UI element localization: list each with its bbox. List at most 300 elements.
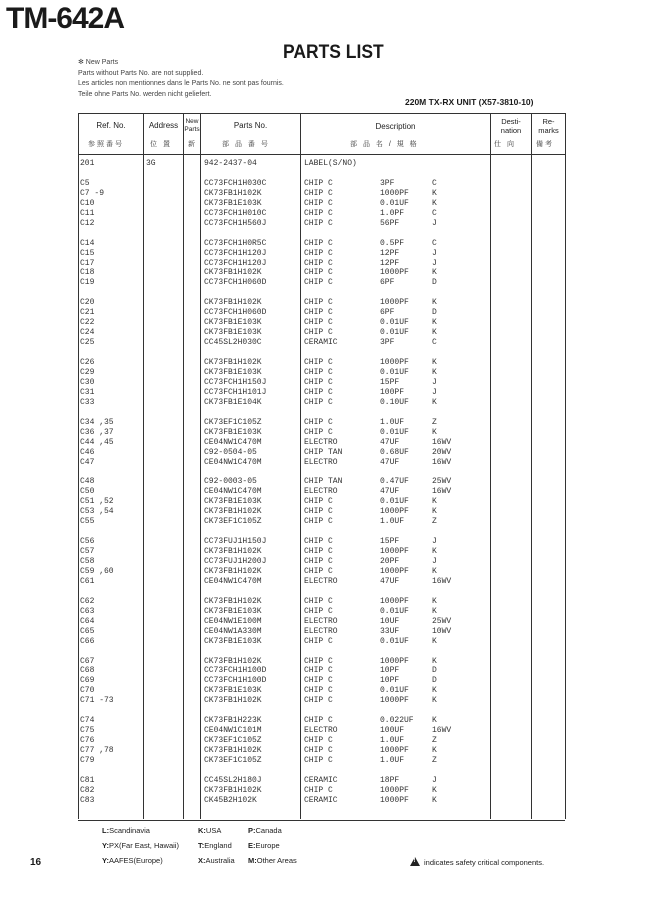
cell-pno: CC45SL2H180J [204,775,262,785]
cell-val: 1000PF [380,746,409,756]
cell-val: 0.01UF [380,198,409,208]
cell-ref: C7 -9 [80,188,105,198]
cell-ref: C53 ,54 [80,507,114,517]
col-header-new: New Parts [184,118,200,133]
cell-val: 0.01UF [380,636,409,646]
cell-pno: CK73EF1C105Z [204,517,262,527]
cell-ref: C55 [80,517,95,527]
cell-val: 1000PF [380,566,409,576]
col-header-remarks-jp: 備考 [536,141,554,148]
cell-desc: CHIP C [304,716,333,726]
cell-desc: CHIP C [304,387,333,397]
cell-desc: CHIP C [304,248,333,258]
cell-tol: K [432,785,437,795]
legend-item: M:Other Areas [248,856,297,865]
cell-desc: CHIP C [304,238,333,248]
cell-val: 0.01UF [380,606,409,616]
cell-ref: C31 [80,387,95,397]
cell-desc: CHIP C [304,557,333,566]
cell-pno: CC73FCH1H100D [204,676,267,686]
cell-val: 10PF [380,666,400,676]
cell-ref: C19 [80,278,95,288]
cell-tol: J [432,258,437,268]
cell-tol: K [432,795,437,805]
cell-ref: C24 [80,328,95,338]
cell-tol: K [432,547,437,557]
cell-pno: 942-2437-04 [204,159,257,168]
col-header-address-jp: 位 置 [150,141,172,148]
cell-desc: CHIP C [304,367,333,377]
cell-val: 1.0UF [380,517,405,527]
cell-desc: CHIP C [304,666,333,676]
cell-tol: C [432,178,437,188]
cell-pno: CE04NW1E100M [204,616,262,626]
cell-pno: CK73FB1H102K [204,547,262,557]
cell-pno: CC73FCH1H101J [204,387,267,397]
cell-val: 100UF [380,726,405,736]
cell-pno: CK73FB1E103K [204,198,262,208]
cell-ref: 201 [80,159,95,168]
col-header-new-jp: 新 [188,141,197,148]
cell-ref: C33 [80,397,95,407]
cell-tol: Z [432,417,437,427]
cell-tol: J [432,557,437,566]
cell-ref: C75 [80,726,95,736]
cell-ref: C15 [80,248,95,258]
legend-item: P:Canada [248,826,282,835]
cell-val: 47UF [380,576,400,586]
cell-desc: CHIP C [304,606,333,616]
cell-pno: CC73FCH1H120J [204,258,267,268]
cell-tol: K [432,566,437,576]
cell-pno: CK73FB1E104K [204,397,262,407]
cell-ref: C63 [80,606,95,616]
cell-desc: CHIP C [304,656,333,666]
cell-val: 0.01UF [380,686,409,696]
cell-ref: C66 [80,636,95,646]
cell-pno: CC73FCH1H120J [204,248,267,258]
safety-text: indicates safety critical components. [424,858,545,867]
cell-tol: K [432,656,437,666]
cell-ref: C21 [80,308,95,318]
cell-pno: CC73FCH1H060D [204,278,267,288]
cell-tol: K [432,716,437,726]
cell-tol: D [432,308,437,318]
unit-name: 220M TX-RX UNIT (X57-3810-10) [405,97,534,107]
cell-pno: CK73FB1E103K [204,427,262,437]
cell-desc: CHIP C [304,298,333,308]
cell-tol: D [432,666,437,676]
cell-desc: CHIP C [304,328,333,338]
col-header-destination-jp: 仕 向 [494,141,516,148]
cell-ref: C82 [80,785,95,795]
cell-pno: CC73FCH1H030C [204,178,267,188]
cell-ref: C51 ,52 [80,497,114,507]
col-header-description: Description [375,122,416,131]
note-french: Les articles non mentionnes dans le Parts No. ne sont pas fournis. [78,80,284,87]
cell-val: 1.0UF [380,736,405,746]
cell-val: 1000PF [380,188,409,198]
cell-tol: Z [432,517,437,527]
col-header-parts-no-jp: 部 品 番 号 [222,141,270,148]
cell-val: 1.0UF [380,756,405,765]
cell-val: 1000PF [380,596,409,606]
cell-tol: K [432,198,437,208]
cell-tol: C [432,338,437,348]
cell-ref: C70 [80,686,95,696]
cell-val: 1000PF [380,795,409,805]
cell-ref: C64 [80,616,95,626]
cell-val: 47UF [380,487,400,497]
cell-pno: CK73FB1H102K [204,188,262,198]
cell-val: 1000PF [380,507,409,517]
cell-ref: C46 [80,447,95,457]
cell-tol: K [432,328,437,338]
cell-val: 0.022UF [380,716,414,726]
cell-pno: CC73FCH1H560J [204,218,267,228]
cell-ref: C56 [80,537,95,547]
cell-pno: CE04NW1C470M [204,576,262,586]
cell-ref: C44 ,45 [80,437,114,447]
cell-tol: K [432,298,437,308]
cell-val: 3PF [380,338,395,348]
cell-tol: 16WV [432,576,452,586]
cell-desc: CHIP C [304,596,333,606]
cell-desc: ELECTRO [304,616,338,626]
cell-pno: CE04NW1C470M [204,487,262,497]
cell-val: 1000PF [380,785,409,795]
cell-tol: J [432,218,437,228]
cell-tol: K [432,696,437,706]
cell-ref: C34 ,35 [80,417,114,427]
cell-val: 0.10UF [380,397,409,407]
cell-desc: CHIP C [304,397,333,407]
cell-tol: Z [432,736,437,746]
cell-val: 1000PF [380,298,409,308]
cell-desc: CHIP C [304,178,333,188]
page-number: 16 [30,857,42,868]
cell-desc: ELECTRO [304,726,338,736]
cell-tol: K [432,427,437,437]
cell-val: 1.0UF [380,417,405,427]
cell-pno: CC73FUJ1H150J [204,537,267,547]
cell-ref: C36 ,37 [80,427,114,437]
table-border-left [78,113,79,819]
cell-val: 1000PF [380,358,409,367]
legend-item: T:England [198,841,232,850]
cell-desc: CHIP C [304,547,333,557]
cell-tol: J [432,775,437,785]
legend-item: L:Scandinavia [102,826,150,835]
cell-ref: C69 [80,676,95,686]
cell-val: 6PF [380,278,395,288]
cell-val: 15PF [380,537,400,547]
cell-tol: J [432,537,437,547]
cell-desc: ELECTRO [304,457,338,467]
safety-note [410,857,544,867]
cell-desc: CHIP C [304,308,333,318]
cell-desc: CHIP C [304,636,333,646]
cell-val: 1000PF [380,268,409,278]
cell-desc: CHIP C [304,218,333,228]
cell-tol: K [432,367,437,377]
cell-ref: C79 [80,756,95,765]
cell-ref: C11 [80,208,95,218]
cell-val: 0.01UF [380,427,409,437]
col-header-description-jp: 部 品 名 / 規 格 [350,141,419,148]
cell-pno: CK73FB1E103K [204,318,262,328]
cell-ref: C74 [80,716,95,726]
cell-ref: C76 [80,736,95,746]
cell-pno: CK73FB1E103K [204,367,262,377]
cell-pno: CK73EF1C105Z [204,417,262,427]
cell-val: 1000PF [380,656,409,666]
cell-tol: 20WV [432,447,452,457]
cell-tol: K [432,318,437,328]
cell-val: 0.01UF [380,367,409,377]
legend-item: K:USA [198,826,222,835]
cell-tol: 25WV [432,477,452,487]
cell-ref: C5 [80,178,90,188]
cell-desc: CHIP C [304,517,333,527]
cell-pno: CK73EF1C105Z [204,736,262,746]
cell-pno: CC73FCH1H100D [204,666,267,676]
cell-pno: CK73FB1H102K [204,566,262,576]
cell-val: 1000PF [380,696,409,706]
cell-ref: C68 [80,666,95,676]
cell-tol: 16WV [432,726,452,736]
cell-ref: C47 [80,457,95,467]
cell-pno: CC73FCH1H0R5C [204,238,267,248]
cell-ref: C57 [80,547,95,557]
cell-desc: ELECTRO [304,626,338,636]
cell-ref: C67 [80,656,95,666]
cell-desc: CHIP C [304,566,333,576]
cell-pno: C92-0504-05 [204,447,257,457]
cell-ref: C30 [80,377,95,387]
parts-notes [78,58,284,100]
cell-desc: CHIP TAN [304,477,343,487]
cell-val: 33UF [380,626,400,636]
cell-pno: CE04NW1C470M [204,457,262,467]
col-header-parts-no: Parts No. [233,121,268,130]
cell-tol: C [432,238,437,248]
cell-ref: C48 [80,477,95,487]
cell-pno: CE04NW1C101M [204,726,262,736]
cell-tol: K [432,686,437,696]
cell-pno: CK73FB1E103K [204,686,262,696]
cell-val: 0.01UF [380,318,409,328]
cell-ref: C12 [80,218,95,228]
table-border-right [565,113,566,819]
cell-tol: K [432,596,437,606]
col-divider [531,113,532,819]
cell-desc: CHIP C [304,377,333,387]
cell-pno: CK73FB1H102K [204,656,262,666]
cell-tol: 25WV [432,616,452,626]
cell-pno: CC73FUJ1H200J [204,557,267,566]
cell-pno: CE04NW1C470M [204,437,262,447]
cell-val: 0.01UF [380,497,409,507]
cell-desc: CHIP C [304,188,333,198]
cell-tol: K [432,358,437,367]
cell-desc: ELECTRO [304,487,338,497]
cell-pno: CK73FB1H102K [204,696,262,706]
cell-desc: CERAMIC [304,338,338,348]
cell-ref: C29 [80,367,95,377]
cell-val: 1000PF [380,547,409,557]
warning-triangle-icon [410,857,420,866]
cell-pno: C92-0003-05 [204,477,257,487]
cell-ref: C50 [80,487,95,497]
cell-ref: C14 [80,238,95,248]
cell-pno: CK73FB1H223K [204,716,262,726]
cell-desc: CERAMIC [304,775,338,785]
cell-tol: D [432,676,437,686]
cell-ref: C22 [80,318,95,328]
cell-val: 47UF [380,457,400,467]
cell-val: 0.68UF [380,447,409,457]
cell-ref: C77 ,78 [80,746,114,756]
cell-pno: CC73FCH1H060D [204,308,267,318]
note-english: Parts without Parts No. are not supplied. [78,69,204,77]
cell-desc: CHIP C [304,746,333,756]
cell-val: 10UF [380,616,400,626]
cell-addr: 3G [146,159,156,168]
cell-tol: Z [432,756,437,765]
cell-desc: CHIP C [304,417,333,427]
cell-ref: C65 [80,626,95,636]
cell-ref: C83 [80,795,95,805]
cell-ref: C17 [80,258,95,268]
cell-desc: CERAMIC [304,795,338,805]
cell-val: 12PF [380,248,400,258]
cell-pno: CC73FCH1H010C [204,208,267,218]
cell-val: 56PF [380,218,400,228]
cell-val: 20PF [380,557,400,566]
cell-pno: CK45B2H102K [204,795,257,805]
cell-desc: CHIP C [304,318,333,328]
col-divider [183,113,184,819]
cell-ref: C26 [80,358,95,367]
cell-desc: CHIP C [304,507,333,517]
cell-desc: CHIP C [304,676,333,686]
cell-ref: C61 [80,576,95,586]
cell-ref: C62 [80,596,95,606]
cell-pno: CK73FB1E103K [204,328,262,338]
cell-tol: J [432,377,437,387]
cell-ref: C59 ,60 [80,566,114,576]
cell-ref: C71 -73 [80,696,114,706]
cell-tol: K [432,636,437,646]
cell-tol: K [432,188,437,198]
cell-pno: CK73FB1H102K [204,298,262,308]
legend-item: Y:AAFES(Europe) [102,856,163,865]
cell-ref: C10 [80,198,95,208]
cell-val: 47UF [380,437,400,447]
cell-tol: 16WV [432,457,452,467]
cell-pno: CK73FB1H102K [204,746,262,756]
cell-desc: CHIP C [304,427,333,437]
cell-pno: CK73FB1H102K [204,785,262,795]
col-header-ref: Ref. No. [96,121,126,130]
cell-desc: CHIP C [304,198,333,208]
cell-val: 10PF [380,676,400,686]
cell-tol: 16WV [432,487,452,497]
cell-desc: CHIP C [304,258,333,268]
cell-tol: K [432,268,437,278]
col-header-ref-jp: 参照番号 [88,141,124,148]
cell-desc: CHIP TAN [304,447,343,457]
cell-val: 0.5PF [380,238,405,248]
cell-tol: 10WV [432,626,452,636]
cell-pno: CC73FCH1H150J [204,377,267,387]
note-german: Teile ohne Parts No. werden nicht geliefert. [78,90,212,98]
col-divider [143,113,144,819]
cell-desc: CHIP C [304,268,333,278]
cell-desc: CHIP C [304,785,333,795]
cell-val: 12PF [380,258,400,268]
cell-tol: J [432,387,437,397]
col-divider [300,113,301,819]
cell-desc: CHIP C [304,208,333,218]
cell-desc: CHIP C [304,278,333,288]
col-header-address: Address [148,121,179,130]
cell-val: 6PF [380,308,395,318]
cell-ref: C25 [80,338,95,348]
cell-desc: CHIP C [304,696,333,706]
col-divider [200,113,201,819]
cell-val: 0.01UF [380,328,409,338]
cell-ref: C58 [80,557,95,566]
cell-desc: ELECTRO [304,437,338,447]
cell-tol: K [432,606,437,616]
cell-ref: C81 [80,775,95,785]
cell-pno: CK73FB1H102K [204,507,262,517]
cell-tol: K [432,746,437,756]
col-divider [490,113,491,819]
cell-pno: CE04NW1A330M [204,626,262,636]
cell-pno: CK73FB1H102K [204,358,262,367]
legend-item: Y:PX(Far East, Hawaii) [102,841,179,850]
cell-desc: CHIP C [304,756,333,765]
cell-desc: CHIP C [304,686,333,696]
cell-ref: C18 [80,268,95,278]
note-new-parts: ✻ New Parts [78,59,119,66]
cell-tol: J [432,248,437,258]
cell-tol: C [432,208,437,218]
cell-tol: K [432,507,437,517]
header-divider [78,154,565,155]
cell-tol: K [432,497,437,507]
cell-pno: CK73FB1E103K [204,497,262,507]
cell-ref: C20 [80,298,95,308]
cell-desc: CHIP C [304,537,333,547]
cell-desc: ELECTRO [304,576,338,586]
model-name: TM-642A [6,2,125,35]
col-header-remarks: Re- marks [538,117,559,135]
legend-item: E:Europe [248,841,280,850]
cell-val: 100PF [380,387,405,397]
cell-desc: CHIP C [304,736,333,746]
cell-tol: D [432,278,437,288]
cell-pno: CK73FB1H102K [204,596,262,606]
cell-desc: CHIP C [304,358,333,367]
page-title: PARTS LIST [283,42,384,63]
cell-pno: CC45SL2H030C [204,338,262,348]
cell-val: 0.47UF [380,477,409,487]
cell-desc: LABEL(S/NO) [304,159,357,168]
